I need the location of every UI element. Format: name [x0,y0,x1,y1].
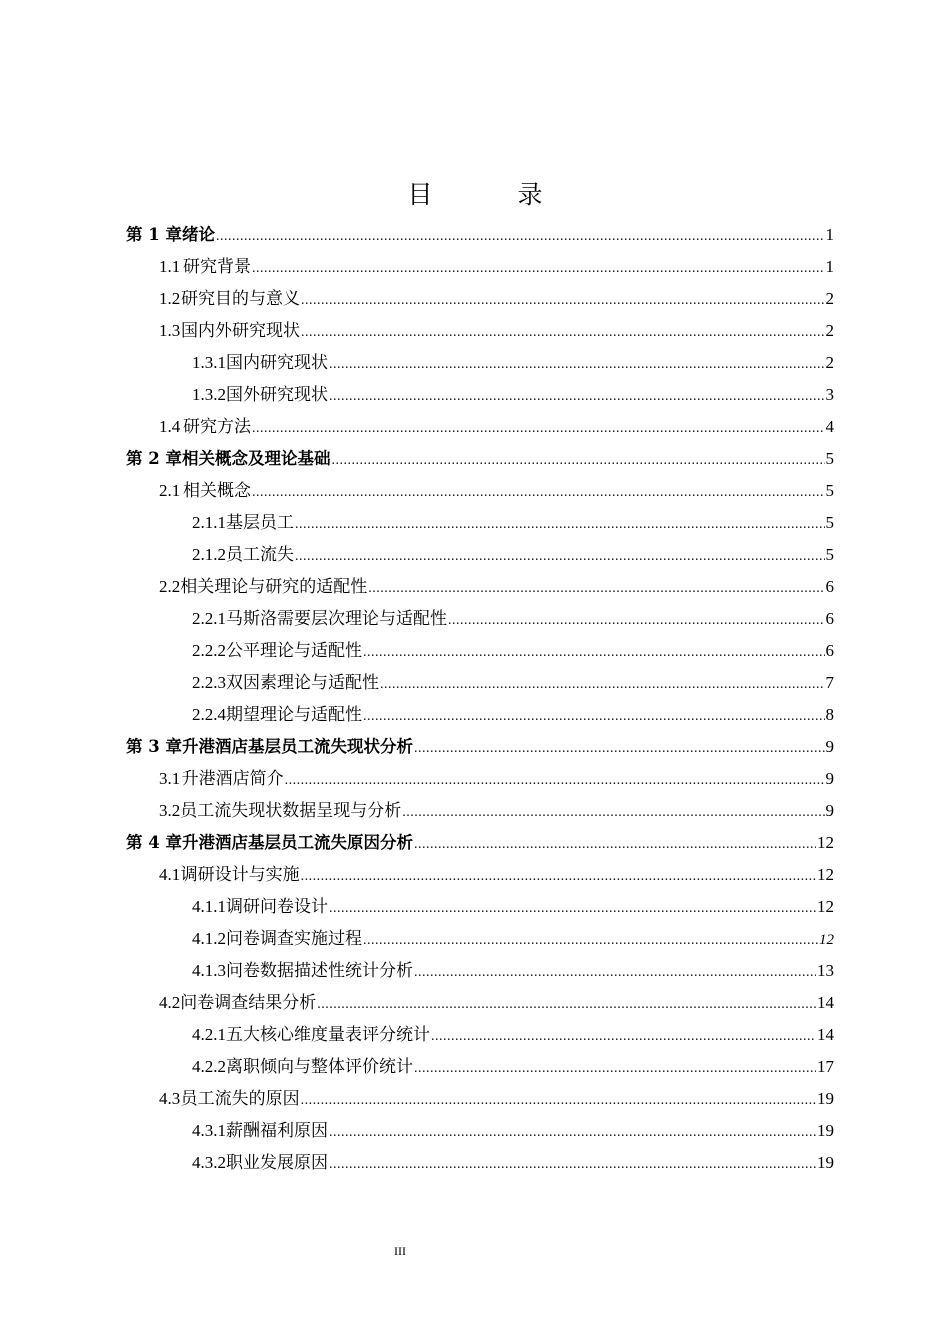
toc-entry-number: 第 4 章 [126,833,182,852]
toc-entry-page: 17 [817,1057,834,1076]
toc-entry-label: 升港酒店基层员工流失原因分析 [181,833,413,852]
toc-entry[interactable] [126,859,834,891]
table-of-contents [126,219,834,1179]
toc-entry-number: 第 3 章 [126,737,182,756]
toc-entry-number: 2.2.1 [192,609,226,628]
toc-entry-number: 2.1 [159,481,181,500]
toc-entry-page: 12 [817,865,834,884]
toc-leader-dots [448,605,825,637]
toc-leader-dots [301,1085,816,1117]
toc-entry-label: 职业发展原因 [226,1153,328,1173]
toc-entry-page: 12 [817,897,834,916]
toc-entry-page: 9 [825,801,834,820]
toc-leader-dots [363,701,825,733]
toc-entry-page: 3 [825,385,834,404]
toc-entry[interactable] [126,1147,834,1179]
toc-entry-page: 12 [817,833,834,852]
toc-entry[interactable] [126,347,834,379]
toc-entry[interactable] [126,731,834,763]
toc-entry-page: 19 [817,1121,834,1140]
toc-entry-page: 5 [825,481,834,500]
toc-leader-dots [301,317,825,349]
toc-entry-number: 4.1 [159,865,181,884]
toc-entry-number: 2.2 [159,577,181,596]
toc-leader-dots [363,637,825,669]
toc-entry-number: 1.3.2 [192,385,226,404]
toc-entry[interactable] [126,315,834,347]
toc-entry[interactable] [126,699,834,731]
toc-entry-number: 4.3.1 [192,1121,226,1140]
toc-entry-number: 3.2 [159,801,181,820]
toc-entry-label: 调研问卷设计 [226,897,328,917]
toc-entry[interactable] [126,1051,834,1083]
toc-entry-number: 1.4 [159,417,181,436]
toc-leader-dots [431,1021,816,1053]
toc-entry[interactable] [126,251,834,283]
toc-entry-label: 薪酬福利原因 [226,1121,328,1141]
toc-entry[interactable] [126,795,834,827]
toc-entry-number: 4.1.1 [192,897,226,916]
toc-entry[interactable] [126,1083,834,1115]
toc-entry-label: 国外研究现状 [226,385,328,405]
toc-entry[interactable] [126,891,834,923]
toc-entry-label: 升港酒店基层员工流失现状分析 [181,737,413,756]
toc-entry-label: 员工流失 [226,545,294,565]
toc-entry[interactable] [126,1019,834,1051]
toc-entry-label: 国内外研究现状 [180,321,300,341]
toc-entry-label: 五大核心维度量表评分统计 [226,1025,430,1045]
toc-entry[interactable] [126,539,834,571]
toc-entry-page: 9 [825,769,834,788]
toc-entry[interactable] [126,411,834,443]
toc-entry-number: 3.1 [159,769,181,788]
toc-entry-label: 研究背景 [183,257,252,277]
toc-leader-dots [414,829,816,861]
toc-entry-page: 1 [825,225,834,244]
toc-leader-dots [402,797,824,829]
toc-entry-label: 问卷调查实施过程 [226,929,362,949]
toc-entry-number: 2.1.2 [192,545,226,564]
toc-entry[interactable] [126,635,834,667]
toc-entry-page: 19 [817,1089,834,1108]
toc-leader-dots [317,989,816,1021]
toc-entry-label: 问卷数据描述性统计分析 [226,961,413,981]
toc-entry[interactable] [126,987,834,1019]
toc-leader-dots [252,477,824,509]
toc-entry-page: 12 [819,932,834,948]
toc-entry-page: 14 [817,1025,834,1044]
toc-entry-label: 相关概念及理论基础 [181,449,331,468]
toc-entry-label: 问卷调查结果分析 [180,993,317,1013]
toc-entry[interactable] [126,1115,834,1147]
toc-leader-dots [295,509,825,541]
toc-entry-page: 13 [817,961,834,980]
toc-entry-number: 4.2.2 [192,1057,226,1076]
toc-entry-page: 19 [817,1153,834,1172]
toc-leader-dots [329,893,816,925]
toc-leader-dots [295,541,825,573]
toc-entry-number: 4.2.1 [192,1025,226,1044]
toc-entry-page: 2 [825,289,834,308]
toc-entry-page: 6 [825,641,834,660]
toc-entry[interactable] [126,219,834,251]
toc-entry-number: 4.2 [159,993,181,1012]
toc-entry-page: 7 [825,673,834,692]
toc-entry-label: 升港酒店简介 [181,769,284,789]
toc-entry[interactable] [126,763,834,795]
toc-entry-number: 1.2 [159,289,181,308]
toc-entry-label: 基层员工 [226,513,294,533]
toc-entry-page: 5 [825,545,834,564]
toc-leader-dots [414,1053,816,1085]
toc-entry[interactable] [126,475,834,507]
toc-entry[interactable] [126,443,834,475]
toc-entry-page: 1 [825,257,834,276]
toc-leader-dots [301,861,816,893]
toc-entry-page: 4 [825,417,834,436]
toc-entry-label: 调研设计与实施 [180,865,300,885]
toc-leader-dots [329,381,825,413]
toc-entry-label: 相关理论与研究的适配性 [180,577,368,597]
toc-leader-dots [414,733,825,765]
toc-entry[interactable] [126,571,834,603]
toc-entry[interactable] [126,923,834,955]
toc-entry[interactable] [126,379,834,411]
toc-entry-page: 8 [825,705,834,724]
toc-entry-label: 研究目的与意义 [180,289,300,309]
toc-leader-dots [252,253,824,285]
toc-leader-dots [285,765,825,797]
toc-entry-label: 员工流失的原因 [180,1089,300,1109]
toc-leader-dots [380,669,825,701]
toc-entry-page: 5 [825,513,834,532]
toc-leader-dots [252,413,824,445]
toc-entry-number: 2.2.2 [192,641,226,660]
toc-entry-page: 2 [825,353,834,372]
toc-leader-dots [301,285,825,317]
toc-entry-number: 4.3 [159,1089,181,1108]
toc-entry-page: 5 [825,449,834,468]
toc-entry-label: 公平理论与适配性 [226,641,362,661]
toc-entry-label: 国内研究现状 [226,353,328,373]
toc-entry-label: 研究方法 [183,417,252,437]
page-number: III [394,1244,406,1258]
toc-entry-number: 4.3.2 [192,1153,226,1172]
toc-leader-dots [414,957,816,989]
toc-entry-label: 绪论 [181,225,215,244]
toc-entry-page: 9 [825,737,834,756]
toc-entry-number: 4.1.3 [192,961,226,980]
toc-entry[interactable] [126,603,834,635]
toc-entry-number: 2.1.1 [192,513,226,532]
toc-entry[interactable] [126,827,834,859]
toc-entry-page: 2 [825,321,834,340]
toc-leader-dots [329,1117,816,1149]
toc-entry-label: 马斯洛需要层次理论与适配性 [226,609,447,629]
toc-entry[interactable] [126,667,834,699]
toc-leader-dots [331,445,824,477]
toc-entry-number: 2.2.4 [192,705,226,724]
toc-entry-label: 相关概念 [183,481,252,501]
toc-entry-number: 1.3 [159,321,181,340]
toc-entry[interactable] [126,955,834,987]
toc-entry-number: 2.2.3 [192,673,226,692]
toc-entry-number: 第 2 章 [126,449,182,468]
toc-entry-label: 离职倾向与整体评价统计 [226,1057,413,1077]
toc-entry-number: 1.1 [159,257,181,276]
toc-entry[interactable] [126,283,834,315]
toc-entry-label: 员工流失现状数据呈现与分析 [180,801,402,821]
toc-entry-number: 4.1.2 [192,929,226,948]
toc-entry-label: 期望理论与适配性 [226,705,362,725]
toc-leader-dots [329,349,825,381]
toc-entry[interactable] [126,507,834,539]
toc-entry-page: 6 [825,577,834,596]
toc-entry-page: 14 [817,993,834,1012]
toc-leader-dots [368,573,824,605]
toc-leader-dots [216,221,825,253]
toc-entry-page: 6 [825,609,834,628]
toc-leader-dots [363,925,818,957]
toc-entry-label: 双因素理论与适配性 [226,673,379,693]
toc-entry-number: 1.3.1 [192,353,226,372]
page-title: 目 录 [407,180,573,209]
toc-leader-dots [329,1149,816,1181]
toc-entry-number: 第 1 章 [126,225,182,244]
